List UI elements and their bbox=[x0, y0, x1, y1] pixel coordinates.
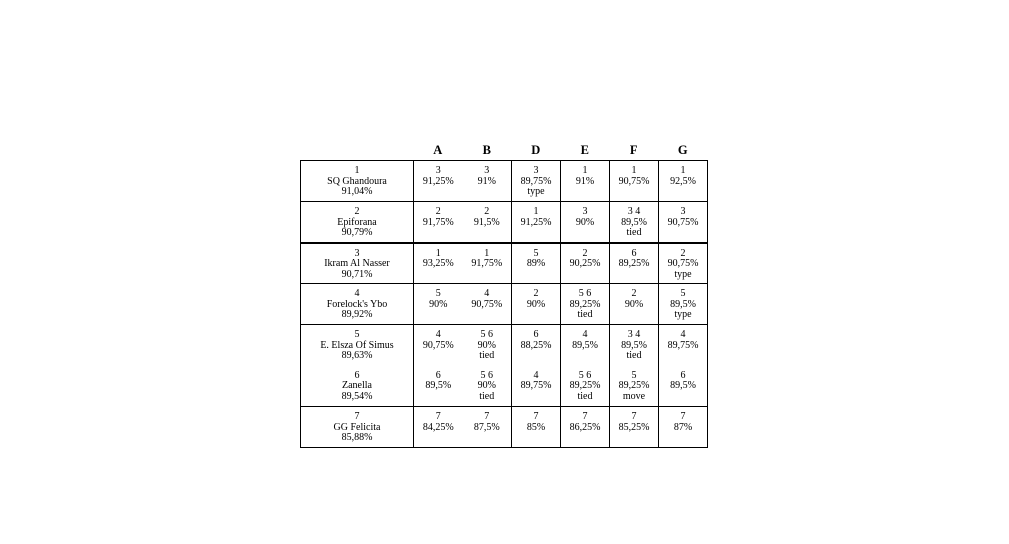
score-cell bbox=[659, 284, 708, 325]
contestant-average: 89,63% bbox=[341, 350, 373, 361]
judge-score: 89,5% bbox=[621, 216, 647, 228]
judge-score: 89,5% bbox=[670, 380, 696, 391]
judge-rank: 2 bbox=[484, 206, 490, 217]
score-cell bbox=[610, 325, 659, 366]
results-table bbox=[300, 140, 708, 448]
judge-rank: 3 4 bbox=[627, 329, 641, 340]
judge-score: 89,5% bbox=[425, 380, 452, 391]
score-cell bbox=[610, 202, 659, 243]
judge-score: 90,75% bbox=[667, 216, 699, 228]
judge-rank: 7 bbox=[680, 411, 686, 422]
judge-rank: 4 bbox=[484, 288, 490, 299]
score-cell bbox=[610, 161, 659, 202]
judge-note: tied bbox=[626, 227, 642, 238]
score-cell bbox=[463, 243, 512, 284]
judge-rank: 1 bbox=[582, 165, 588, 176]
contestant-name: GG Felicita bbox=[333, 421, 381, 433]
judge-score: 89,75% bbox=[520, 175, 552, 187]
judge-score: 88,25% bbox=[520, 339, 552, 351]
judge-score: 89,5% bbox=[621, 339, 647, 351]
judge-rank: 5 bbox=[680, 288, 686, 299]
column-header: F bbox=[629, 142, 639, 157]
contestant-cell bbox=[301, 202, 414, 243]
score-cell bbox=[561, 284, 610, 325]
score-cell bbox=[463, 202, 512, 243]
judge-note: move bbox=[622, 390, 646, 402]
judge-rank: 2 bbox=[533, 288, 539, 299]
score-cell bbox=[463, 284, 512, 325]
score-cell bbox=[463, 161, 512, 202]
judge-score: 89,25% bbox=[618, 380, 650, 391]
judge-score: 85% bbox=[526, 421, 546, 433]
judge-rank: 7 bbox=[484, 411, 490, 422]
judge-score: 89,25% bbox=[569, 380, 601, 391]
score-cell bbox=[512, 202, 561, 243]
score-cell bbox=[414, 202, 463, 243]
judge-score: 91% bbox=[477, 175, 496, 187]
judge-score: 86,25% bbox=[569, 421, 601, 433]
judge-rank: 5 6 bbox=[578, 288, 592, 299]
judge-rank: 5 bbox=[435, 288, 441, 299]
judge-score: 91,5% bbox=[473, 216, 500, 228]
contestant-name: SQ Ghandoura bbox=[327, 175, 387, 187]
judge-rank: 2 bbox=[680, 247, 686, 259]
judge-rank: 7 bbox=[533, 411, 539, 422]
score-cell bbox=[512, 243, 561, 284]
judge-score: 90% bbox=[526, 298, 546, 310]
judge-score: 84,25% bbox=[422, 421, 454, 433]
header-row bbox=[301, 140, 708, 161]
column-header: G bbox=[677, 142, 689, 157]
score-cell bbox=[414, 366, 463, 407]
contestant-name: E. Elsza Of Simus bbox=[320, 339, 394, 351]
contestant-name: Zanella bbox=[342, 380, 372, 391]
score-cell bbox=[659, 325, 708, 366]
judge-rank: 3 bbox=[484, 165, 490, 176]
contestant-cell bbox=[301, 407, 414, 448]
contestant-rank: 6 bbox=[354, 369, 360, 381]
table-row bbox=[301, 407, 708, 448]
score-cell bbox=[512, 161, 561, 202]
column-header: B bbox=[482, 142, 492, 157]
judge-rank: 5 6 bbox=[480, 329, 493, 340]
judge-score: 92,5% bbox=[670, 175, 696, 187]
contestant-average: 91,04% bbox=[341, 186, 373, 197]
score-cell bbox=[512, 407, 561, 448]
judge-score: 90,75% bbox=[471, 298, 503, 310]
score-cell bbox=[610, 243, 659, 284]
contestant-name: Epiforana bbox=[337, 216, 377, 228]
judge-note: tied bbox=[479, 390, 495, 402]
score-cell bbox=[561, 161, 610, 202]
score-cell bbox=[561, 243, 610, 284]
column-header: A bbox=[433, 142, 443, 157]
contestant-cell bbox=[301, 243, 414, 284]
judge-score: 91,75% bbox=[471, 258, 503, 269]
contestant-name: Ikram Al Nasser bbox=[324, 258, 390, 269]
judge-note: type bbox=[674, 268, 692, 280]
judge-rank: 4 bbox=[435, 329, 441, 340]
judge-score: 90% bbox=[575, 216, 595, 228]
judge-rank: 7 bbox=[631, 411, 637, 422]
judge-rank: 7 bbox=[435, 411, 441, 422]
judge-rank: 1 bbox=[533, 206, 539, 217]
judge-score: 90% bbox=[429, 298, 448, 310]
judge-score: 89,25% bbox=[618, 258, 650, 269]
judge-score: 90,25% bbox=[569, 258, 601, 269]
judge-rank: 3 bbox=[582, 206, 588, 217]
score-cell bbox=[463, 407, 512, 448]
judge-note: tied bbox=[479, 350, 495, 361]
judge-score: 93,25% bbox=[422, 258, 454, 269]
table-row bbox=[301, 243, 708, 284]
judge-score: 87% bbox=[673, 421, 693, 433]
contestant-cell bbox=[301, 325, 414, 366]
judge-rank: 3 4 bbox=[627, 206, 641, 217]
contestant-rank: 5 bbox=[354, 329, 360, 340]
judge-score: 89% bbox=[526, 258, 546, 269]
judge-score: 89,5% bbox=[670, 298, 696, 310]
contestant-average: 89,54% bbox=[341, 390, 373, 402]
judge-rank: 5 6 bbox=[480, 369, 493, 381]
judge-rank: 1 bbox=[680, 165, 686, 176]
score-cell bbox=[610, 407, 659, 448]
judge-rank: 1 bbox=[484, 247, 490, 259]
judge-rank: 2 bbox=[631, 288, 637, 299]
score-cell bbox=[414, 284, 463, 325]
score-cell bbox=[659, 366, 708, 407]
score-cell bbox=[659, 243, 708, 284]
table-row bbox=[301, 366, 708, 407]
judge-score: 85,25% bbox=[618, 421, 650, 433]
judge-score: 90% bbox=[624, 298, 644, 310]
judge-rank: 5 bbox=[533, 247, 539, 259]
score-cell bbox=[414, 407, 463, 448]
contestant-average: 90,79% bbox=[341, 227, 373, 238]
contestant-cell bbox=[301, 284, 414, 325]
judge-rank: 6 bbox=[533, 329, 539, 340]
judge-note: type bbox=[674, 309, 692, 320]
judge-rank: 3 bbox=[435, 165, 441, 176]
table-row bbox=[301, 284, 708, 325]
score-cell bbox=[414, 325, 463, 366]
contestant-rank: 3 bbox=[354, 247, 360, 259]
score-cell bbox=[659, 161, 708, 202]
judge-rank: 7 bbox=[582, 411, 588, 422]
judge-rank: 5 6 bbox=[578, 369, 592, 381]
judge-score: 91,25% bbox=[422, 175, 454, 187]
judge-score: 90,75% bbox=[422, 339, 454, 351]
judge-rank: 1 bbox=[631, 165, 637, 176]
column-header: E bbox=[580, 142, 590, 157]
judge-rank: 4 bbox=[680, 329, 686, 340]
contestant-rank: 4 bbox=[354, 288, 360, 299]
judge-rank: 1 bbox=[435, 247, 441, 259]
judge-rank: 4 bbox=[533, 369, 539, 381]
score-cell bbox=[414, 243, 463, 284]
judge-score: 90% bbox=[477, 380, 496, 391]
judge-score: 89,75% bbox=[667, 339, 699, 351]
judge-note: tied bbox=[577, 309, 593, 320]
judge-note: tied bbox=[626, 350, 642, 361]
score-cell bbox=[463, 366, 512, 407]
table-row bbox=[301, 325, 708, 366]
contestant-name: Forelock's Ybo bbox=[326, 298, 388, 310]
judge-score: 91,75% bbox=[422, 216, 454, 228]
score-cell bbox=[463, 325, 512, 366]
judge-score: 89,5% bbox=[572, 339, 598, 351]
contestant-cell bbox=[301, 366, 414, 407]
contestant-average: 90,71% bbox=[341, 268, 373, 280]
contestant-rank: 2 bbox=[354, 206, 360, 217]
judge-rank: 5 bbox=[631, 369, 637, 381]
contestant-cell bbox=[301, 161, 414, 202]
judge-rank: 3 bbox=[533, 165, 539, 176]
judge-score: 90,75% bbox=[667, 258, 699, 269]
judge-score: 89,75% bbox=[520, 380, 552, 391]
score-cell bbox=[561, 202, 610, 243]
table-row bbox=[301, 161, 708, 202]
score-cell bbox=[610, 284, 659, 325]
score-cell bbox=[561, 366, 610, 407]
judge-note: type bbox=[527, 186, 545, 197]
judge-score: 90% bbox=[477, 339, 496, 351]
judge-rank: 6 bbox=[680, 369, 686, 381]
contestant-average: 89,92% bbox=[341, 309, 373, 320]
score-cell bbox=[414, 161, 463, 202]
score-cell bbox=[659, 202, 708, 243]
score-cell bbox=[561, 407, 610, 448]
judge-score: 87,5% bbox=[473, 421, 500, 433]
judge-rank: 4 bbox=[582, 329, 588, 340]
score-cell bbox=[610, 366, 659, 407]
table-row bbox=[301, 202, 708, 243]
judge-score: 90,75% bbox=[618, 175, 650, 187]
judge-score: 89,25% bbox=[569, 298, 601, 310]
score-cell bbox=[561, 325, 610, 366]
score-cell bbox=[659, 407, 708, 448]
score-cell bbox=[512, 284, 561, 325]
judge-rank: 3 bbox=[680, 206, 686, 217]
contestant-rank: 1 bbox=[354, 165, 360, 176]
judge-rank: 2 bbox=[435, 206, 441, 217]
judge-score: 91% bbox=[575, 175, 595, 187]
contestant-rank: 7 bbox=[354, 411, 360, 422]
judge-rank: 6 bbox=[435, 369, 441, 381]
judge-note: tied bbox=[577, 390, 593, 402]
header-corner bbox=[301, 140, 414, 161]
judge-score: 91,25% bbox=[520, 216, 552, 228]
column-header: D bbox=[531, 142, 541, 157]
score-cell bbox=[512, 366, 561, 407]
judge-rank: 2 bbox=[582, 247, 588, 259]
contestant-average: 85,88% bbox=[341, 432, 373, 443]
judge-rank: 6 bbox=[631, 247, 637, 259]
score-cell bbox=[512, 325, 561, 366]
